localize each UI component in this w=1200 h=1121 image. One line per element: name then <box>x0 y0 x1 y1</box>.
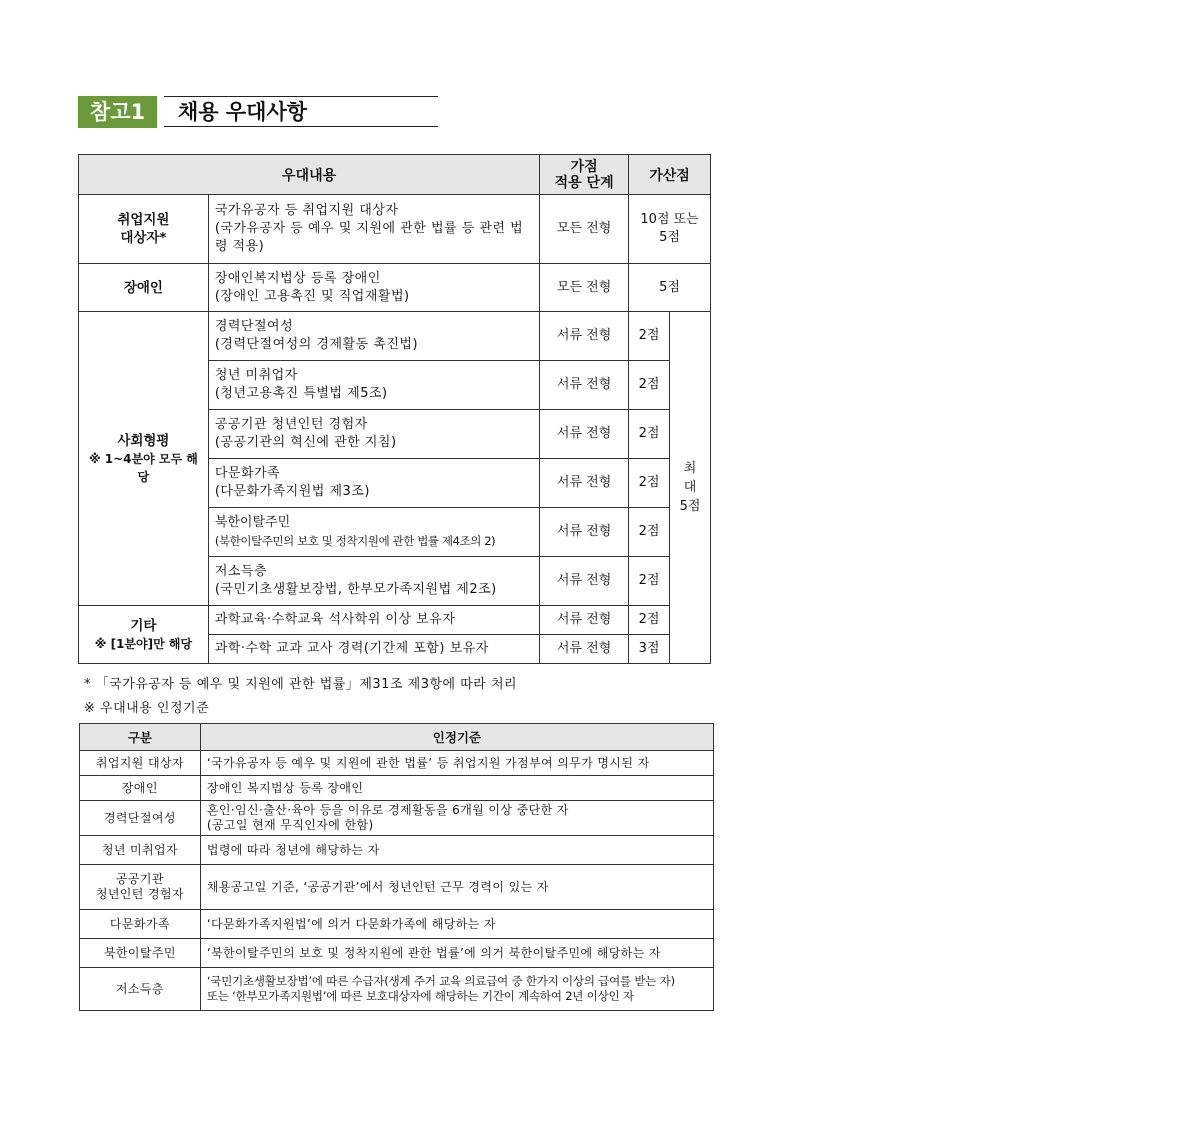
desc-cell: 저소득층 (국민기초생활보장법, 한부모가족지원법 제2조) <box>208 557 539 606</box>
stage-cell: 모든 전형 <box>540 264 629 312</box>
criteria-cell: ‘다문화가족지원법’에 의거 다문화가족에 해당하는 자 <box>200 910 713 939</box>
table-row <box>80 836 714 865</box>
criteria-cell: ‘북한이탈주민의 보호 및 정착지원에 관한 법률’에 의거 북한이탈주민에 해당하는 자 <box>200 939 713 968</box>
desc-cell <box>208 508 539 557</box>
desc-cell: 국가유공자 등 취업지원 대상자 (국가유공자 등 예우 및 지원에 관한 법률 등 관련 법령 적용) <box>208 195 539 264</box>
header-content: 우대내용 <box>79 155 540 195</box>
table-row <box>80 910 714 939</box>
table-row <box>80 751 714 776</box>
stage-cell: 서류 전형 <box>540 557 629 606</box>
desc-line: 북한이탈주민 <box>214 515 291 530</box>
header-criteria: 인정기준 <box>200 724 713 751</box>
header-stage: 가점 적용 단계 <box>540 155 629 195</box>
points-cell: 10점 또는 5점 <box>629 195 711 264</box>
desc-cell: 공공기관 청년인턴 경험자 (공공기관의 혁신에 관한 지침) <box>208 410 539 459</box>
footnote: * 「국가유공자 등 예우 및 지원에 관한 법률」제31조 제3항에 따라 처리 <box>84 677 518 692</box>
stage-cell: 서류 전형 <box>540 459 629 508</box>
preference-table <box>78 154 711 664</box>
social-category: 사회형평 <box>117 432 170 449</box>
table-row <box>79 195 711 264</box>
header-category: 구분 <box>80 724 201 751</box>
category-cell: 장애인 <box>80 776 201 801</box>
stage-cell: 서류 전형 <box>540 606 629 635</box>
stage-cell: 서류 전형 <box>540 508 629 557</box>
points-cell: 2점 <box>629 459 670 508</box>
desc-cell: 청년 미취업자 (청년고용촉진 특별법 제5조) <box>208 361 539 410</box>
table-header-row <box>79 155 711 195</box>
stage-cell: 서류 전형 <box>540 410 629 459</box>
social-note: ※ 1~4분야 모두 해당 <box>88 451 198 484</box>
category-cell <box>79 312 209 606</box>
criteria-table <box>79 723 714 1011</box>
category-cell: 취업지원 대상자 <box>80 751 201 776</box>
desc-cell: 다문화가족 (다문화가족지원법 제3조) <box>208 459 539 508</box>
category-cell: 장애인 <box>79 264 209 312</box>
category-cell: 북한이탈주민 <box>80 939 201 968</box>
desc-cell: 과학교육·수학교육 석사학위 이상 보유자 <box>208 606 539 635</box>
desc-cell: 경력단절여성 (경력단절여성의 경제활동 촉진법) <box>208 312 539 361</box>
header-points: 가산점 <box>629 155 711 195</box>
category-cell: 다문화가족 <box>80 910 201 939</box>
points-cell: 2점 <box>629 361 670 410</box>
table-row <box>79 264 711 312</box>
table-row <box>80 939 714 968</box>
category-cell: 경력단절여성 <box>80 801 201 836</box>
other-category: 기타 <box>130 617 157 634</box>
category-cell: 취업지원 대상자* <box>79 195 209 264</box>
stage-cell: 서류 전형 <box>540 361 629 410</box>
points-cell: 3점 <box>629 635 670 664</box>
section-header <box>78 96 438 130</box>
footnote: ※ 우대내용 인정기준 <box>84 701 210 716</box>
table-row <box>79 312 711 361</box>
points-cell: 5점 <box>629 264 711 312</box>
desc-cell: 과학·수학 교과 교사 경력(기간제 포함) 보유자 <box>208 635 539 664</box>
stage-cell: 모든 전형 <box>540 195 629 264</box>
desc-line: (북한이탈주민의 보호 및 정착지원에 관한 법률 제4조의 2) <box>214 534 496 548</box>
points-cell: 2점 <box>629 312 670 361</box>
desc-cell: 장애인복지법상 등록 장애인 (장애인 고용촉진 및 직업재활법) <box>208 264 539 312</box>
table-row <box>79 606 711 635</box>
category-cell <box>79 606 209 664</box>
criteria-cell: 혼인·임신·출산·육아 등을 이유로 경제활동을 6개월 이상 중단한 자 (공고일 현재 무직인자에 한함) <box>200 801 713 836</box>
category-cell: 공공기관 청년인턴 경험자 <box>80 865 201 910</box>
stage-cell: 서류 전형 <box>540 312 629 361</box>
criteria-cell: ‘국민기초생활보장법’에 따른 수급자(생계 주거 교육 의료급여 중 한가지 이상의 급여를 받는 자) 또는 ‘한부모가족지원법’에 따른 보호대상자에 해당하는 기간이 계속하여 2년 이상인 자 <box>200 968 713 1011</box>
table-row <box>80 776 714 801</box>
section-title: 채용 우대사항 <box>164 96 438 127</box>
points-cell: 2점 <box>629 410 670 459</box>
criteria-cell: ‘국가유공자 등 예우 및 지원에 관한 법률’ 등 취업지원 가점부여 의무가 명시된 자 <box>200 751 713 776</box>
table-row <box>80 865 714 910</box>
criteria-cell: 법령에 따라 청년에 해당하는 자 <box>200 836 713 865</box>
category-cell: 청년 미취업자 <box>80 836 201 865</box>
category-cell: 저소득층 <box>80 968 201 1011</box>
table-row <box>80 968 714 1011</box>
table-row <box>80 801 714 836</box>
criteria-cell: 장애인 복지법상 등록 장애인 <box>200 776 713 801</box>
points-cell: 2점 <box>629 508 670 557</box>
reference-badge: 참고1 <box>78 96 157 128</box>
table-header-row <box>80 724 714 751</box>
points-cell: 2점 <box>629 606 670 635</box>
max-points-cell: 최 대 5점 <box>670 312 711 664</box>
other-note: ※ [1분야]만 해당 <box>94 636 193 651</box>
points-cell: 2점 <box>629 557 670 606</box>
stage-cell: 서류 전형 <box>540 635 629 664</box>
criteria-cell: 채용공고일 기준, ‘공공기관’에서 청년인턴 근무 경력이 있는 자 <box>200 865 713 910</box>
